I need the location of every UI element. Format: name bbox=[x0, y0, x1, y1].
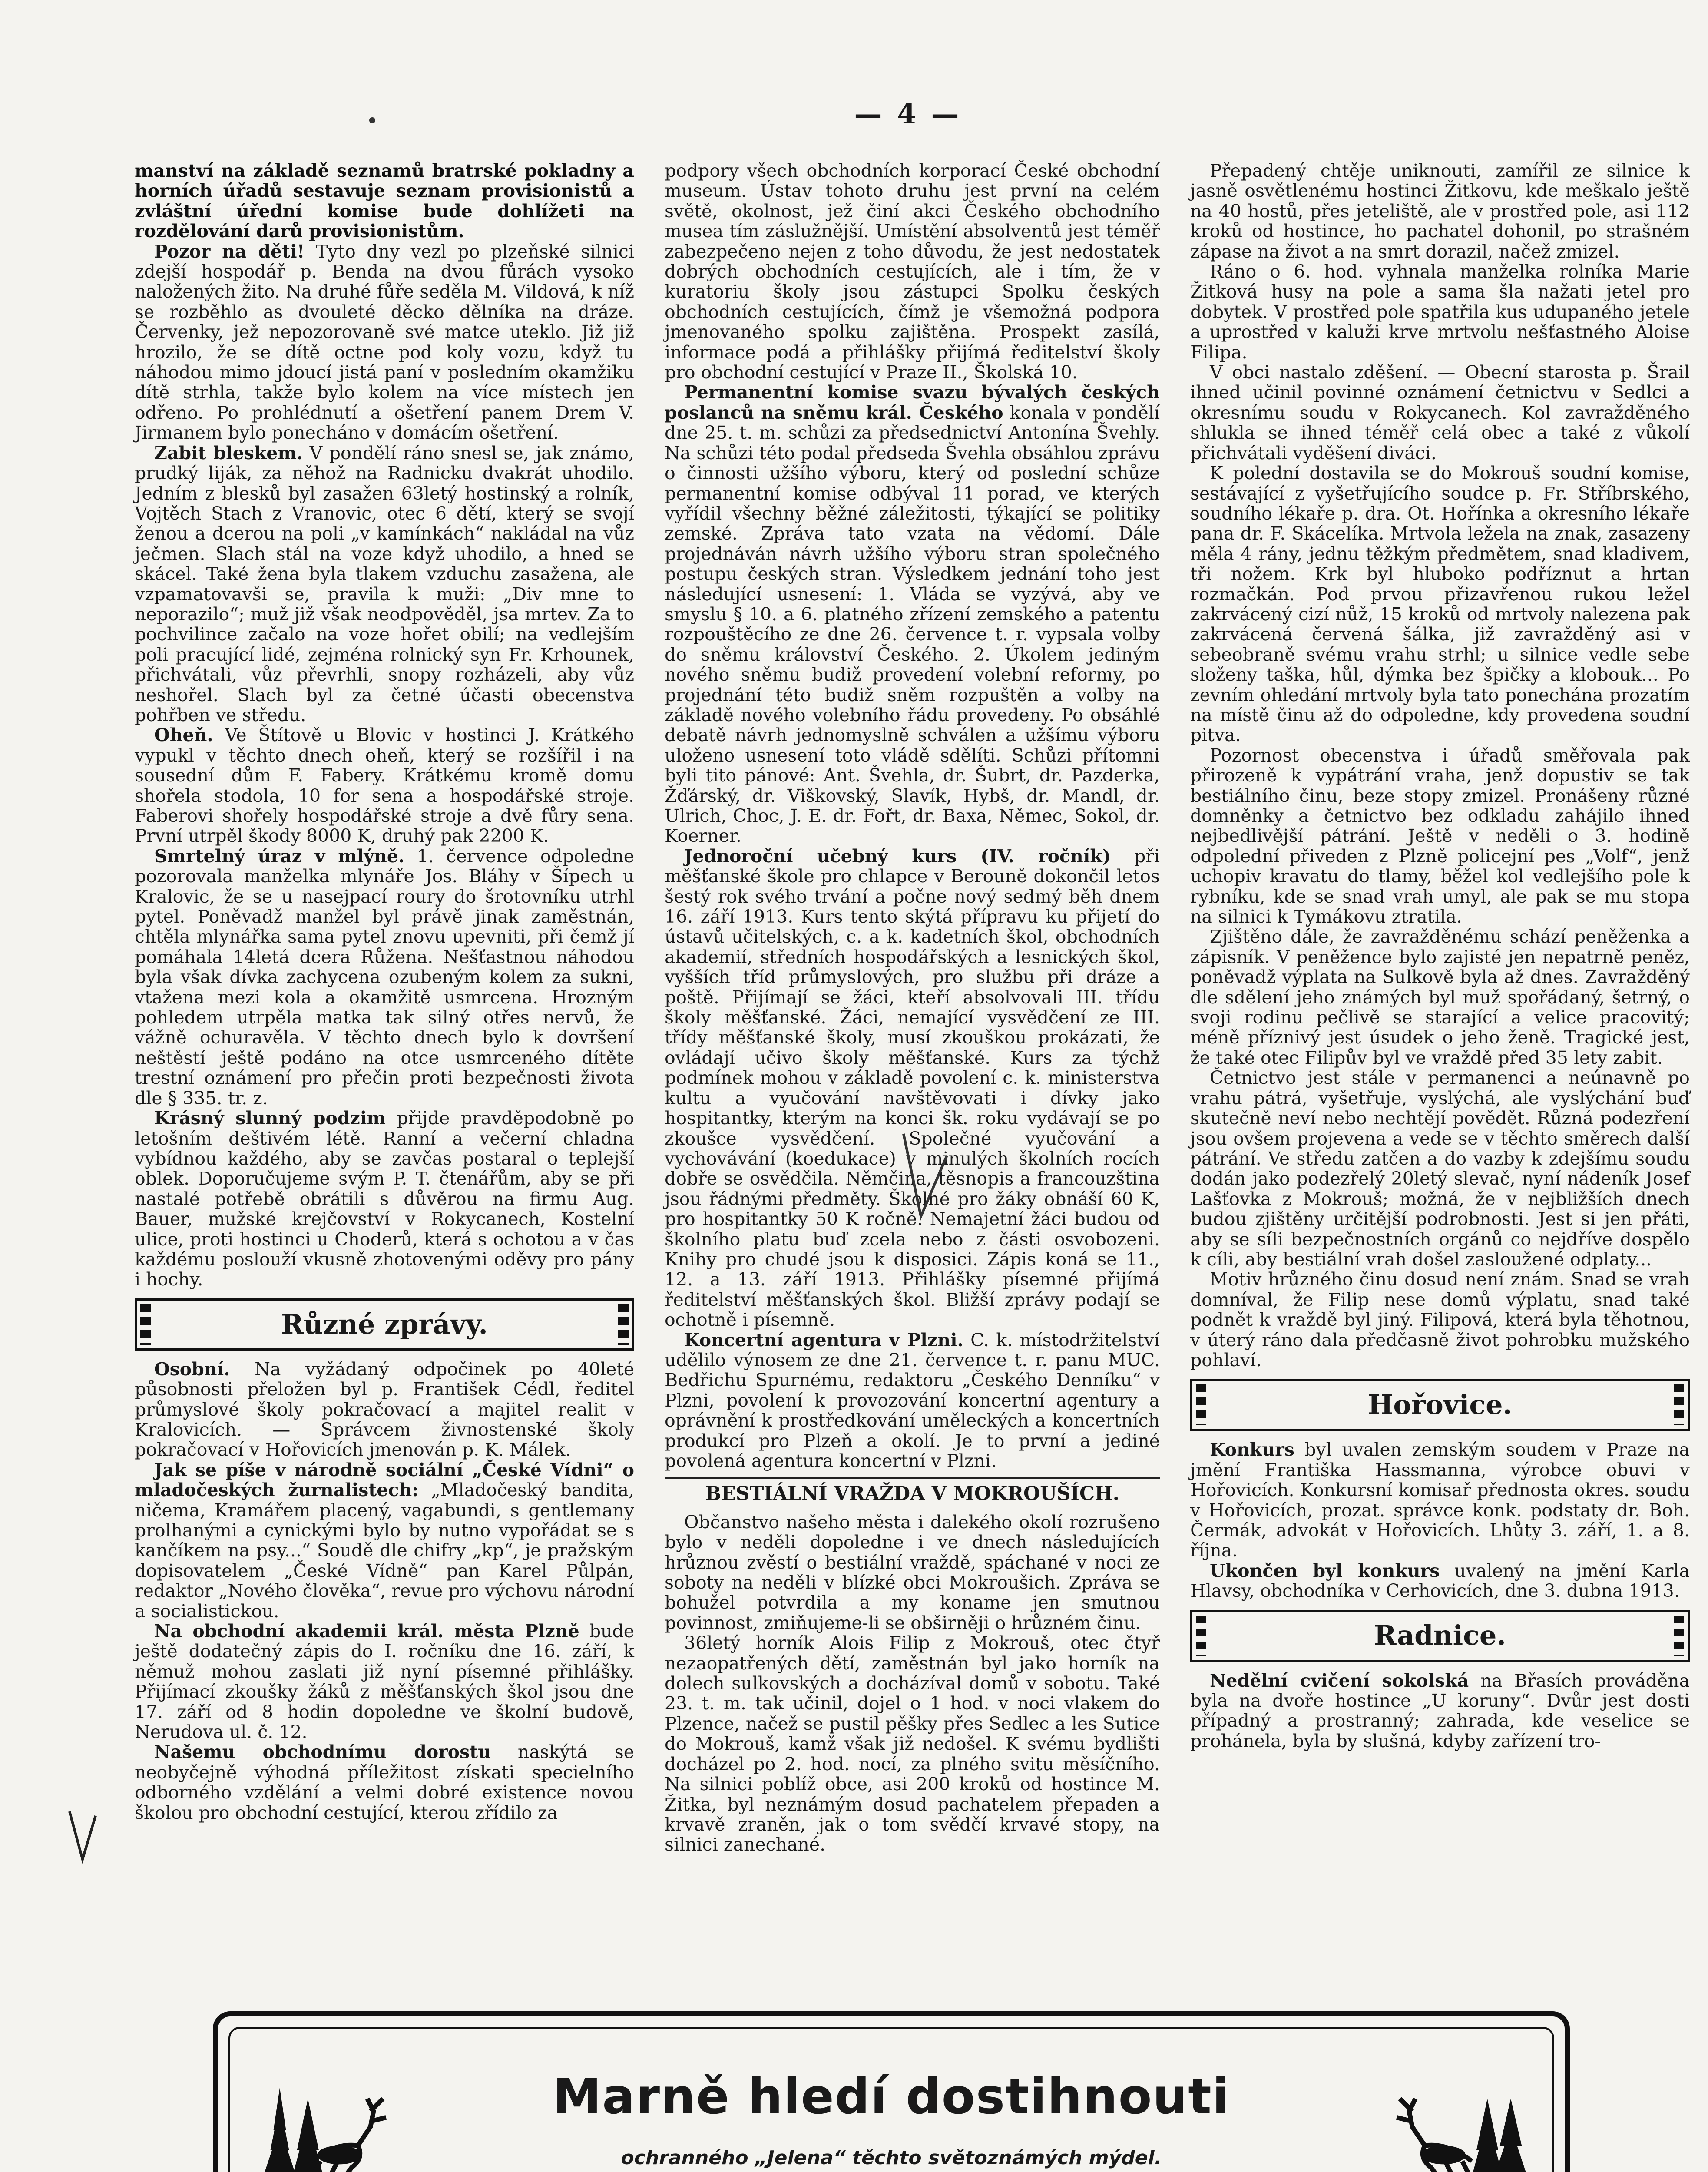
article-text: Ráno o 6. hod. vyhnala manželka rolníka Marie Žitková husy na pole a sama šla nažati jetel pro dobytek. V prostřed pole spatřila kus udupaného jetele a uprostřed v kaluži krve mrtvolu nešťastného Aloise Filipa. bbox=[1190, 261, 1690, 363]
article-text: Občanstvo našeho města i dalekého okolí rozrušeno bylo v neděli dopoledne i ve dnech následujících hrůznou zvěstí o bestiální vraždě, spáchané v noci ze soboty na neděli v blízké obci Mokroušich. Zpráva se bohužel potvrdila a my koname jen smutnou povinnost, zmiňujeme-li se obširněji o hrůzném činu. bbox=[665, 1511, 1160, 1633]
article-heading: Nedělní cvičení sokolská bbox=[1210, 1670, 1469, 1691]
article bbox=[135, 846, 634, 1108]
article-text: konala v pondělí dne 25. t. m. schůzi za předsednictví Antonína Švehly. Na schůzi této podal předseda Švehla obsáhlou zprávu o činnosti užšího výboru, který od poslední schůze permanentní komise odbýval 11 porad, ve kterých vyřídil všechny běžné záležitosti, týkající se politiky zemské. Zpráva tato vzata na vědomí. Dále projednáván návrh užšího výboru stran společného postupu českých stran. Výsledkem jednání toho jest následující usnesení: 1. Vláda se vyzývá, aby ve smyslu § 10. a 6. platného zřízení zemského a patentu rozpouštěcího ze dne 26. července t. r. vypsala volby do sněmu království Českého. 2. Úkolem jediným nového sněmu budiž provedení volební reformy, po projednání této budiž sněm rozpuštěn a volby na základě nového volebního řádu provedeny. Po obsáhlé debatě návrh jednomyslně schválen a užšímu výboru uloženo usnesení toto vládě sdělíti. Schůzi přítomni byli tito pánové: Ant. Švehla, dr. Šubrt, dr. Pazderka, Žďárský, dr. Viškovský, Slavík, Hybš, dr. Mandl, dr. Ulrich, Choc, J. E. dr. Fořt, dr. Baxa, Němec, Sokol, dr. Koerner. bbox=[665, 402, 1160, 847]
article bbox=[135, 443, 634, 725]
headline-murder: BESTIÁLNÍ VRAŽDA V MOKROUŠÍCH. bbox=[705, 1483, 1119, 1505]
handwritten-pencil-mark bbox=[895, 1129, 956, 1225]
section-header-radnice bbox=[1190, 1610, 1690, 1662]
ad-title: Marně hledí dostihnouti bbox=[553, 2069, 1230, 2125]
article bbox=[135, 1621, 634, 1742]
article-text: naskýtá se neobyčejně výhodná příležitost získati specielního odborného vzdělání a velmi dobré existence novou školou pro obchodní cestující, kterou zřídilo za bbox=[135, 1742, 634, 1823]
article bbox=[665, 846, 1160, 1330]
article-text: Přepadený chtěje uniknouti, zamířil ze silnice k jasně osvětlenému hostinci Žitkovu, kde meškalo ještě na 40 hostů, přes jeteliště, ale v prostřed pole, asi 112 kroků od hostince, ho pachatel dohonil, po strašném zápase na život a na smrt dorazil, načež zmizel. bbox=[1190, 160, 1690, 262]
column-1 bbox=[135, 161, 634, 1998]
article-text: C. k. místodržitelství udělilo výnosem ze dne 21. července t. r. panu MUC. Bedřichu Spurnému, redaktoru „Českého Denníku“ v Plzni, povolení k provozování koncertní agentury a oprávnění k prostředkování uměleckých a koncertních produkcí pro Plzeň a okolí. Je to první a jediné povolená agentura koncertní v Plzni. bbox=[665, 1329, 1160, 1471]
article bbox=[135, 1742, 634, 1823]
section-title: Různé zprávy. bbox=[281, 1308, 488, 1340]
section-header-horovice bbox=[1190, 1379, 1690, 1431]
article-text: Četnictvo jest stále v permanenci a neúnavně po vrahu pátrá, vyšetřuje, vyslýchá, ale vyslýchání buď skutečně neví nebo nechtějí povědět. Různá podezření jsou ovšem projevena a vede se v těchto směrech další pátrání. Ve středu zatčen a do vazby k zdejšímu soudu dodán jako podezřelý 20letý slevač, nyní nádeník Josef Lašťovka z Mokrouš; možná, že v nejbližších dnech budou zjištěny určitější podrobnosti. Jest si jen přáti, aby se síli bezpečnostních orgánů co nejdříve dospělo k cíli, aby bestiální vrah došel zasloužené odplaty... bbox=[1190, 1067, 1690, 1270]
deer-logo-icon bbox=[1378, 2064, 1534, 2172]
article-heading: Zabit bleskem. bbox=[154, 442, 303, 464]
page-number: — 4 — bbox=[854, 98, 962, 130]
column-3 bbox=[1190, 161, 1690, 1998]
article bbox=[665, 382, 1160, 846]
article bbox=[135, 1460, 634, 1621]
article bbox=[1190, 1561, 1690, 1601]
article-text: „Mladočeský bandita, ničema, Kramářem placený, vagabundi, s gentlemany prolhanými a cynickými bylo by nutno vypořádat se s kančíkem na psy...“ Soudě dle chifry „kp“, je pražským dopisovatelem „České Vídně“ pan Karel Půlpán, redaktor „Nového člověka“, revue pro výchovu národní a socialistickou. bbox=[135, 1480, 635, 1622]
article-text: V obci nastalo zděšení. — Obecní starosta p. Šrail ihned učinil povinné oznámení četnictvu v Sedlci a okresnímu soudu v Rokycanech. Kol zavražděného shlukla se ihned téměř celá obec a také z vůkolí přichvátali vyděšení diváci. bbox=[1190, 362, 1690, 464]
article-text: Zjištěno dále, že zavražděnému schází peněženka a zápisník. V peněžence bylo zajisté jen nepatrně peněz, poněvadž výplata na Sulkově byla až dnes. Zavražděný dle sdělení jeho známých byl muž spořádaný, šetrný, o svoji rodinu pečlivě se starající a velice pracovitý; méně příznivý jest úsudek o jeho ženě. Tragické jest, že také otec Filipův byl ve vraždě před 35 lety zabit. bbox=[1190, 926, 1690, 1068]
article-heading: Permanentní komise svazu bývalých českých poslanců na sněmu král. Českého bbox=[665, 382, 1160, 423]
column-2 bbox=[665, 161, 1160, 1998]
article-text: V pondělí ráno snesl se, jak známo, prudký liják, za něhož na Radnicku dvakrát uhodilo. Jedním z blesků byl zasažen 63letý hostinský a rolník, Vojtěch Stach z Vranovic, otec 6 dětí, který se svojí ženou a dcerou na poli „v kamínkách“ nakládal na vůz ječmen. Slach stál na voze když uhodilo, a hned se skácel. Také žena byla tlakem vzduchu zasažena, ale vzpamatovavši se, pravila k muži: „Div mne to neporazilo“; muž již však neodpověděl, jsa mrtev. Za to pochvilince začalo na voze hořet obilí; na vedlejším poli pracující lidé, zejména rolnický syn Fr. Krhounek, přichvátali, vůz převrhli, snopy rozházeli, aby vůz neshořel. Slach byl za četné účasti obecenstva pohřben ve středu. bbox=[135, 442, 634, 725]
article-heading: Na obchodní akademii král. města Plzně bbox=[154, 1621, 579, 1642]
article-text: Na vyžádaný odpočinek po 40leté působnosti přeložen byl p. František Cédl, ředitel průmyslové školy pokračovací a majitel realit v Kralovicích. — Správcem živnostenské školy pokračovací v Hořovicích jmenován p. K. Málek. bbox=[135, 1358, 634, 1460]
article-text: Pozornost obecenstva i úřadů směřovala pak přirozeně k vypátrání vraha, jenž dopustiv se tak bestiálního činu, beze stopy zmizel. Pronášeny různé domněnky a četnictvo bez odkladu zahájilo ihned nejbedlivější pátrání. Ještě v neděli o 3. hodině odpolední přiveden z Plzně policejní pes „Volf“, jenž uchopiv kravatu do tlamy, běžel kol vedlejšího pole k rybníku, kde se snad vrah umyl, ale pak se mu stopa na silnici k Tymákovu ztratila. bbox=[1190, 745, 1690, 927]
article-heading: Pozor na děti! bbox=[154, 241, 305, 262]
section-title: Hořovice. bbox=[1367, 1389, 1513, 1421]
article-text: manství na základě seznamů bratrské pokladny a horních úřadů sestavuje seznam provisionistů a zvláštní úřední komise bude dohlížeti na rozdělování darů provisionistům. bbox=[135, 160, 634, 242]
article-text: K polední dostavila se do Mokrouš soudní komise, sestávající z vyšetřujícího soudce p. Fr. Stříbrského, soudního lékaře p. dra. Ot. Hořínka a okresního lékaře pana dr. F. Skácelíka. Mrtvola ležela na znak, zasazeny měla 4 rány, jednu těžkým předmětem, snad kladivem, tři nožem. Krk byl hluboko podříznut a hrtan rozmačkán. Pod prvou přizavřenou rukou ležel zakrvácený cizí nůž, 15 kroků od mrtvoly nalezena pak zakrvácená červená šálka, již zavražděný asi v sebeobraně svému vrahu strhl; u silnice vedle sebe složeny taška, hůl, dýmka bez špičky a klobouk... Po zevním ohledání mrtvoly byla tato ponechána prozatím na místě činu až do odpoledne, kdy provedena soudní pitva. bbox=[1190, 463, 1690, 746]
article-heading: Osobní. bbox=[154, 1358, 230, 1380]
article-heading: Koncertní agentura v Plzni. bbox=[684, 1329, 963, 1351]
article bbox=[135, 725, 634, 846]
article-heading: Oheň. bbox=[154, 725, 213, 746]
divider bbox=[665, 1477, 1160, 1479]
article-text: při měšťanské škole pro chlapce v Berouně dokončil letos šestý rok svého trvání a počne nový sedmý běh dnem 16. září 1913. Kurs tento skýtá přípravu ku přijetí do ústavů učitelských, c. a k. kadetních škol, obchodních akademií, středních hospodářských a lesnických škol, vyšších tříd průmyslových, pro službu při dráze a poště. Přijímají se žáci, kteří absolvovali III. třídu školy měšťanské. Žáci, nemající vysvědčení ze III. třídy měšťanské školy, musí zkouškou prokázati, že ovládají učivo školy měšťanské. Kurs za týchž podmínek mohou v základě povolení c. k. ministerstva kultu a vyučování navštěvovati i dívky jako hospitantky, kterým na konci šk. roku vydávají se po zkoušce vysvědčení. Společné vyučování a vychovávání (koedukace) v minulých školních rocích dobře se osvědčila. Němčina, těsnopis a francouzština jsou řádnými předměty. Školné pro žáky obnáší 60 K, pro hospitantky 50 K ročně. Nemajetní žáci budou od školního platu buď zcela nebo z části osvobozeni. Knihy pro chudé jsou k disposici. Zápis koná se 11., 12. a 13. září 1913. Přihlášky písemné přijímá ředitelství měšťanských škol. Bližší zprávy podají se ochotně i písemně. bbox=[665, 845, 1160, 1331]
section-header-ruzne-zpravy bbox=[135, 1298, 634, 1351]
article-text: podpory všech obchodních korporací České obchodní museum. Ústav tohoto druhu jest první na celém světě, okolnost, jež činí akci Českého obchodního musea tím záslužnější. Umístění absolventů jest téměř zabezpečeno nejen z toho důvodu, že jest nedostatek dobrých obchodních cestujících, ale i tím, že v kuratoriu školy jsou zástupci Spolku českých obchodních cestujících, čímž je všemožná podpora jmenovaného spolku zajištěna. Prospekt zasílá, informace podá a přihlášky přijímá ředitelství školy pro obchodní cestující v Praze II., Školská 10. bbox=[665, 160, 1160, 383]
article-text: Motiv hrůzného činu dosud není znám. Snad se vrah domníval, že Filip nese domů výplatu, snad také podnět k vraždě byl jiný. Filipová, která byla těhotnou, v úterý ráno dala předčasně život pohrobku mužského pohlaví. bbox=[1190, 1269, 1690, 1371]
ad-line-1: ochranného „Jelena“ těchto světoznámých mýdel. bbox=[621, 2147, 1162, 2169]
article-heading: Konkurs bbox=[1210, 1439, 1294, 1460]
article-text: 36letý horník Alois Filip z Mokrouš, otec čtyř nezaopatřených dětí, zaměstnán byl jako horník na dolech sulkovských a docházíval domů v sobotu. Také 23. t. m. tak učinil, dojel o 1 hod. v noci vlakem do Plzence, načež se pustil pěšky přes Sedlec a les Sutice do Mokrouš, kamž však již nedošel. K svému bydlišti docházel po 2. hod. nocí, za plného svitu měsíčního. Na silnici poblíž obce, asi 200 kroků od hostince M. Žitka, byl neznámým dosud pachatelem přepaden a krvavě zraněn, jak o tom svědčí krvavé stopy, na silnici zanechané. bbox=[665, 1632, 1160, 1855]
article-text: byl uvalen zemským soudem v Praze na jmění Františka Hassmanna, výrobce obuvi v Hořovicích. Konkursní komisař přednosta okres. soudu v Hořovicích, prozat. správce konk. podstaty dr. Boh. Čermák, advokát v Hořovicích. Lhůty 3. září, 1. a 8. října. bbox=[1190, 1439, 1690, 1561]
article bbox=[1190, 1440, 1690, 1560]
section-title: Radnice. bbox=[1374, 1619, 1506, 1652]
article bbox=[135, 1108, 634, 1290]
article-text: 1. července odpoledne pozorovala manželka mlynáře Jos. Bláhy v Šípech u Kralovic, že se u nasejpací roury do šrotovníku utrhl pytel. Poněvadž manžel byl právě jinak zaměstnán, chtěla mlynářka sama pytel znovu upevniti, při čemž jí pomáhala 14letá dcera Růžena. Nešťastnou náhodou byla však dívka zachycena ozubeným kolem za sukni, vtažena mezi kola a okamžitě usmrcena. Hrozným pohledem utrpěla matka tak silný otřes nervů, že vážně ochuravěla. V těchto dnech bylo k dovršení neštěstí ještě podáno na otce usmrceného dítěte trestní oznámení pro přečin proti bezpečnosti života dle § 335. tr. z. bbox=[135, 845, 634, 1109]
article-heading: Smrtelný úraz v mlýně. bbox=[154, 845, 405, 867]
article-text: uvalený na jmění Karla Hlavsy, obchodníka v Cerhovicích, dne 3. dubna 1913. bbox=[1190, 1560, 1690, 1602]
article-text: Ve Štítově u Blovic v hostinci J. Krátkého vypukl v těchto dnech oheň, který se rozšířil i na sousední dům F. Fabery. Krátkému kromě domu shořela stodola, 10 for sena a hospodářské stroje. Faberovi shořely hospodářské stroje a dvě fůry sena. První utrpěl škody 8000 K, druhý pak 2200 K. bbox=[135, 725, 634, 847]
article bbox=[135, 242, 634, 443]
article-heading: Krásný slunný podzim bbox=[154, 1108, 386, 1129]
article-heading: Jednoroční učebný kurs (IV. ročník) bbox=[684, 845, 1111, 867]
advertisement-soap bbox=[213, 2011, 1570, 2172]
article bbox=[135, 1359, 634, 1460]
article-text: přijde pravděpodobně po letošním deštivém létě. Ranní a večerní chladna vybídnou každého, aby se zavčas postaral o teplejší oblek. Doporučujeme svým P. T. čtenářům, aby se při nastalé potřebě obrátili s důvěrou na firmu Aug. Bauer, mužské krejčovství v Rokycanech, Kostelní ulice, proti hostinci u Choderů, která s ochotou a v čas každému poslouží vkusně zhotovenými oděvy pro pány i hochy. bbox=[135, 1108, 634, 1290]
article-text: na Břasích prováděna byla na dvoře hostince „U koruny“. Dvůr jest dosti případný a prostranný; zahrada, kde veselice se prohánela, byla by slušná, kdyby zařízení tro- bbox=[1190, 1670, 1690, 1752]
deer-logo-icon bbox=[248, 2064, 405, 2172]
article bbox=[1190, 1671, 1690, 1752]
article-heading: Jak se píše v národně sociální „České Vídni“ o mladočeských žurnalistech: bbox=[135, 1459, 634, 1501]
handwritten-tick-mark bbox=[65, 1807, 100, 1864]
article-text: bude ještě dodatečný zápis do I. ročníku dne 16. září, k němuž mohou zaslati již nyní písemné přihlášky. Přijímací zkoušky žáků z měšťanských škol jsou dne 17. září od 8 hodin dopoledne ve školní budově, Nerudova ul. č. 12. bbox=[135, 1621, 634, 1743]
article-heading: Našemu obchodnímu dorostu bbox=[154, 1742, 491, 1763]
article-heading: Ukončen byl konkurs bbox=[1210, 1560, 1440, 1581]
article bbox=[665, 1330, 1160, 1471]
ink-speck bbox=[369, 117, 375, 123]
article-text: Tyto dny vezl po plzeňské silnici zdejší hospodář p. Benda na dvou fůrách vysoko naložených žito. Na druhé fůře seděla M. Vildová, k níž se rozběhlo as dvouleté děcko dělníka na dráze. Červenky, jež nepozorovaně své matce uteklo. Již již hrozilo, že se dítě octne pod koly vozu, když tu náhodou mimo jdoucí jistá paní v posledním okamžiku dítě strhla, takže bylo kolem na více místech jen odřeno. Po prohlédnutí a ošetření panem Drem V. Jirmanem bylo ponecháno v domácím ošetření. bbox=[135, 241, 634, 444]
